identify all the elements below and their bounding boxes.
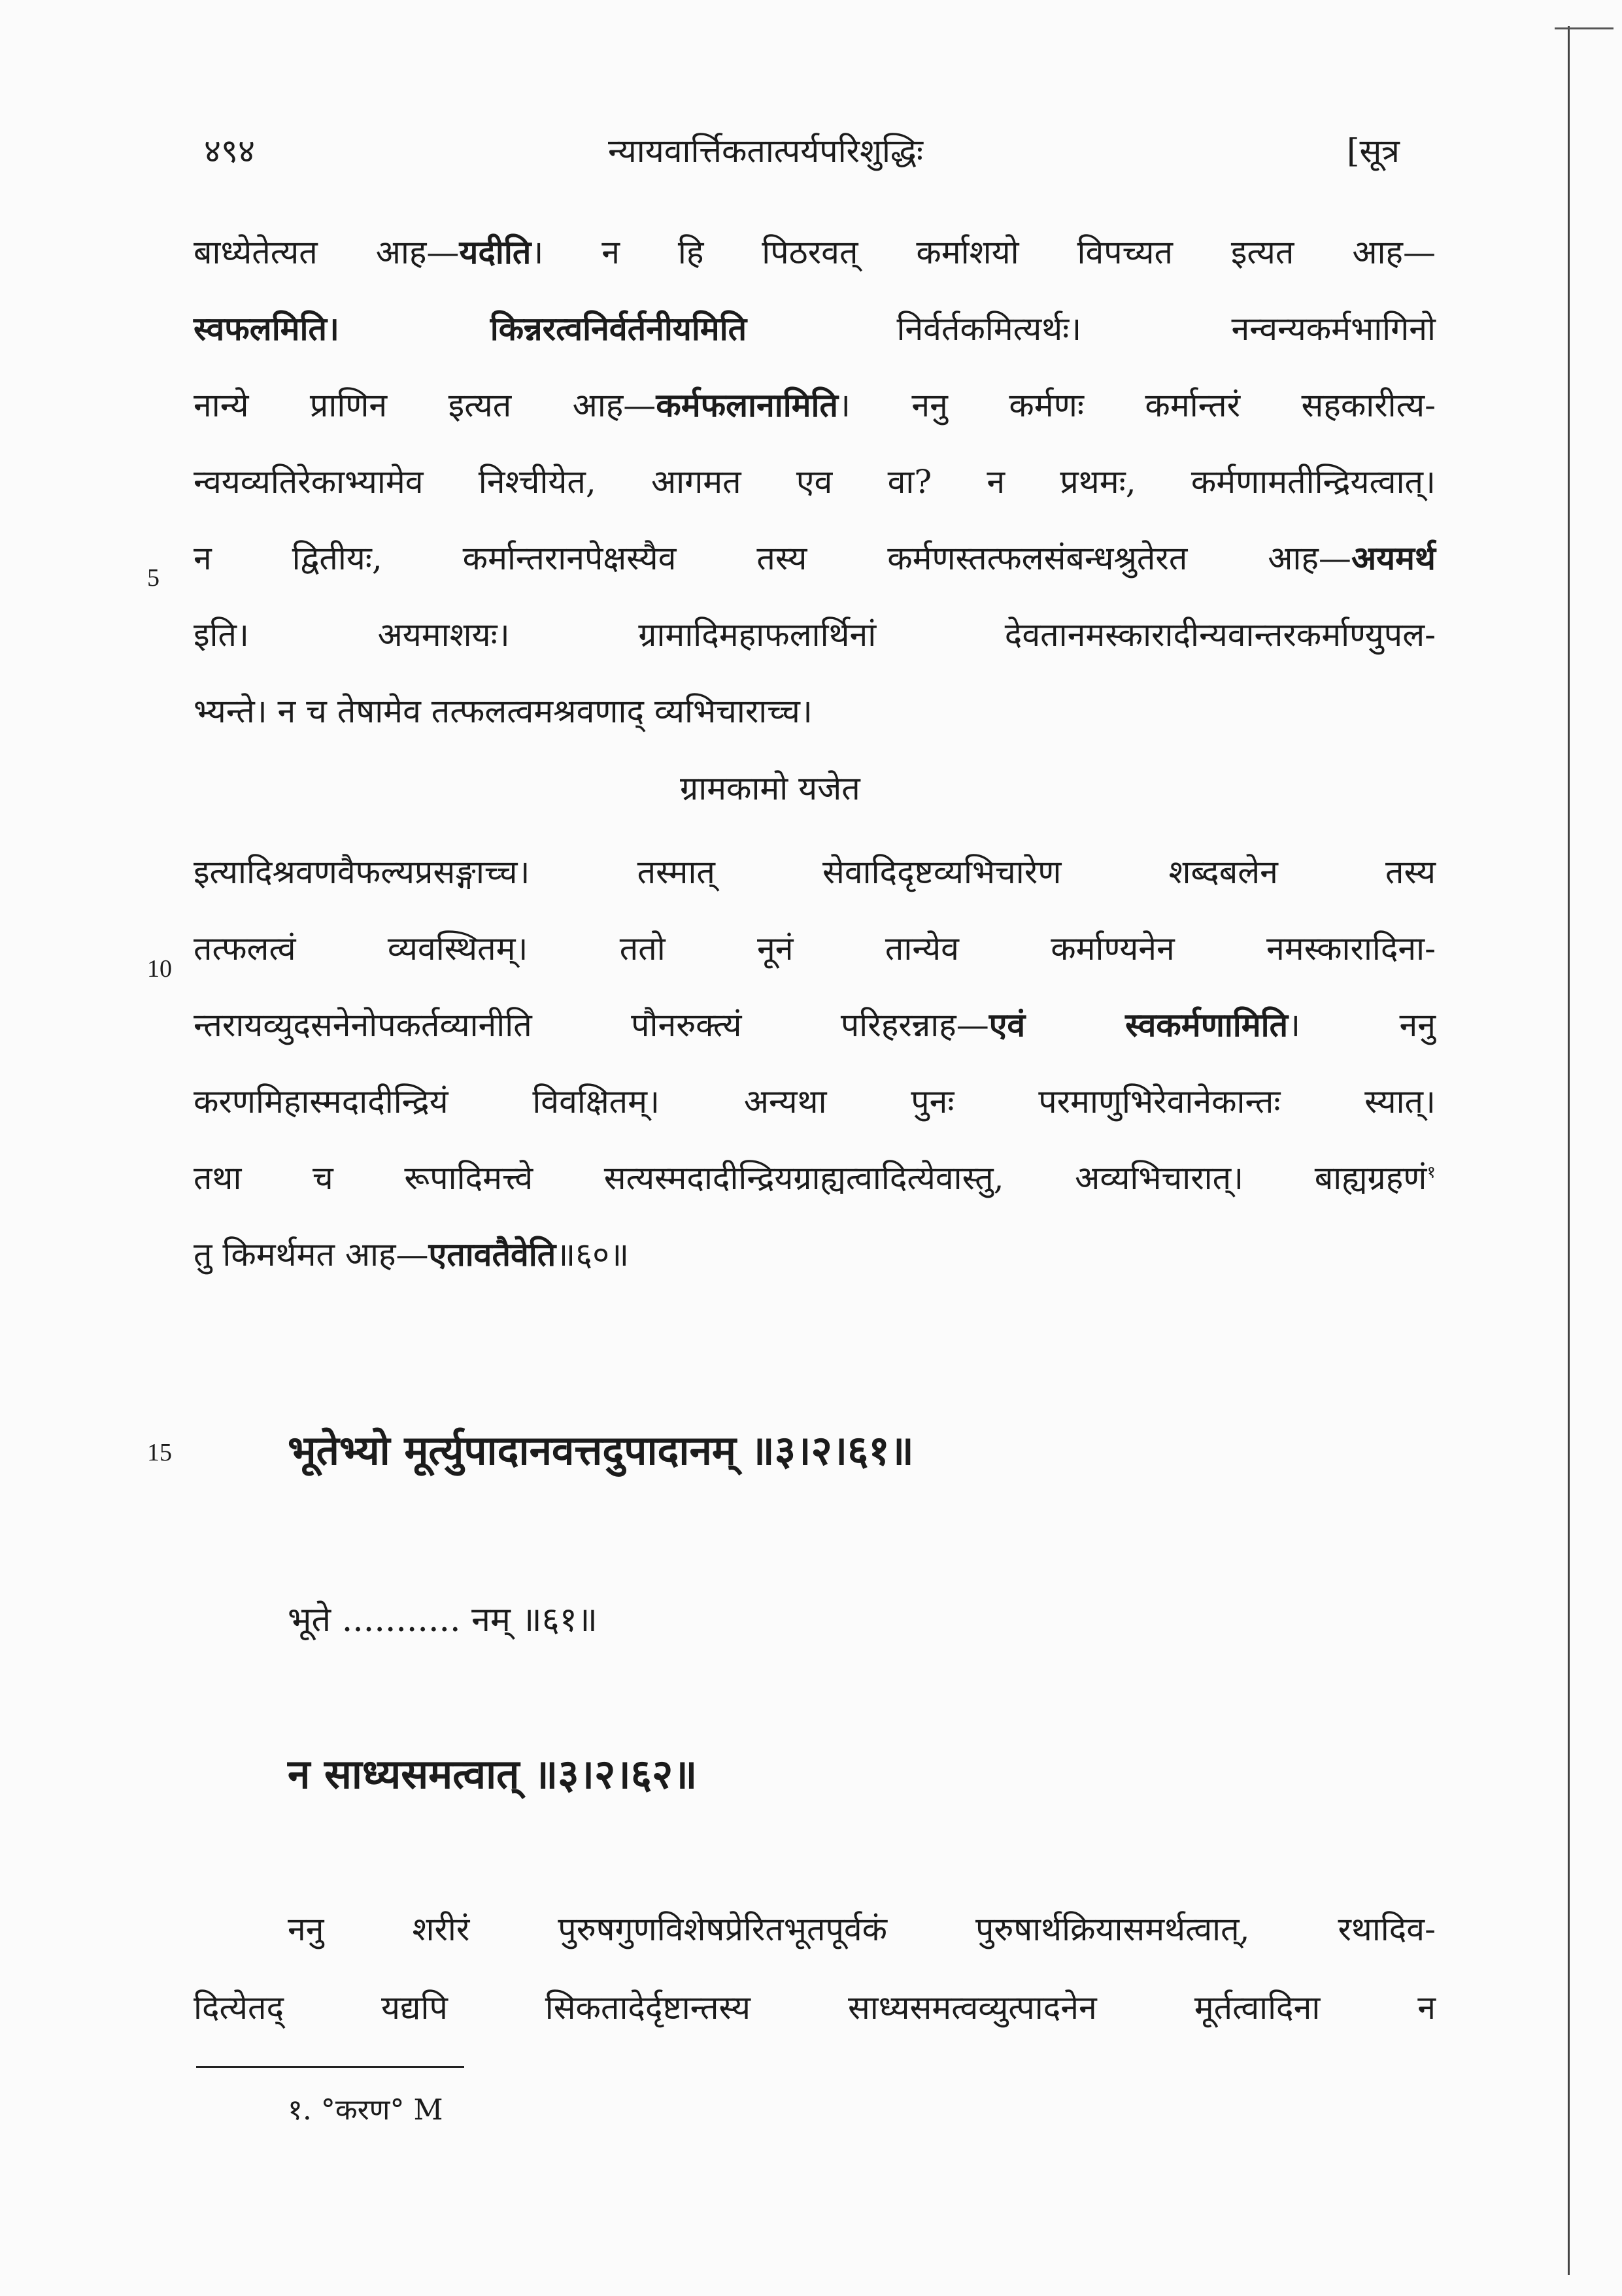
- sutra-heading: भूतेभ्यो मूर्त्युपादानवत्तदुपादानम् ॥३।२।६१॥: [288, 1427, 914, 1474]
- text-line: करणमिहास्मदादीन्द्रियं विवक्षितम्। अन्यथा पुनः परमाणुभिरेवानेकान्तः स्यात्।: [194, 1083, 1436, 1121]
- text-line: इति। अयमाशयः। ग्रामादिमहाफलार्थिनां देवतानमस्कारादीन्यवान्तरकर्माण्युपल-: [194, 616, 1436, 654]
- text-line: न्तरायव्युदसनेनोपकर्तव्यानीति पौनरुक्त्यं परिहरन्नाह—एवं स्वकर्मणामिति। ननु: [194, 1005, 1436, 1044]
- text-line: स्वफलमिति। किन्नरत्वनिर्वर्तनीयमिति निर्वर्तकमित्यर्थः। नन्वन्यकर्मभागिनो: [194, 309, 1436, 348]
- text-line: तथा च रूपादिमत्त्वे सत्यस्मदादीन्द्रियग्राह्यत्वादित्येवास्तु, अव्यभिचारात्। बाह्यग्रहणं$^१$: [194, 1159, 1436, 1197]
- footnote: १. °करण° M: [288, 2093, 443, 2127]
- text-line: इत्यादिश्रवणवैफल्यप्रसङ्गाच्च। तस्मात् सेवादिदृष्टव्यभिचारेण शब्दबलेन तस्य: [194, 853, 1436, 891]
- page-edge-line: [1568, 26, 1570, 2275]
- page-number: ४९४: [204, 132, 255, 170]
- sutra-abbrev: भूते ........... नम् ॥६१॥: [288, 1600, 598, 1640]
- text-line: तु किमर्थमत आह—एतावतैवेति॥६०॥: [194, 1235, 630, 1274]
- line-number: 10: [147, 955, 172, 983]
- text-line: नान्ये प्राणिन इत्यत आह—कर्मफलानामिति। ननु कर्मणः कर्मान्तरं सहकारीत्य-: [194, 386, 1436, 424]
- text-line: न द्वितीयः, कर्मान्तरानपेक्षस्यैव तस्य कर्मणस्तत्फलसंबन्धश्रुतेरत आह—अयमर्थ: [194, 539, 1436, 577]
- footnote-rule: [196, 2066, 464, 2068]
- sutra-heading: न साध्यसमत्वात् ॥३।२।६२॥: [288, 1750, 698, 1798]
- section-label: [सूत्र: [1347, 132, 1400, 170]
- text-line: दित्येतद् यद्यपि सिकतादेर्दृष्टान्तस्य साध्यसमत्वव्युत्पादनेन मूर्तत्वादिना न: [194, 1989, 1436, 2027]
- quoted-verse: ग्रामकामो यजेत: [680, 769, 860, 807]
- line-number: 15: [147, 1439, 172, 1466]
- text-line: बाध्येतेत्यत आह—यदीति। न हि पिठरवत् कर्माशयो विपच्यत इत्यत आह—: [194, 233, 1436, 271]
- footnote-marker: १: [1427, 1162, 1436, 1183]
- text-line: तत्फलत्वं व्यवस्थितम्। ततो नूनं तान्येव कर्माण्यनेन नमस्कारादिना-: [194, 930, 1436, 968]
- text-line: न्वयव्यतिरेकाभ्यामेव निश्चीयेत, आगमत एव वा? न प्रथमः, कर्मणामतीन्द्रियत्वात्।: [194, 463, 1436, 501]
- line-number: 5: [147, 564, 160, 592]
- text-line: भ्यन्ते। न च तेषामेव तत्फलत्वमश्रवणाद् व्यभिचाराच्च।: [194, 692, 813, 730]
- running-title: न्यायवार्त्तिकतात्पर्यपरिशुद्धिः: [608, 132, 923, 170]
- text-line: ननु शरीरं पुरुषगुणविशेषप्रेरितभूतपूर्वकं पुरुषार्थक्रियासमर्थत्वात्, रथादिव-: [288, 1910, 1436, 1948]
- page-edge-tick: [1555, 27, 1614, 29]
